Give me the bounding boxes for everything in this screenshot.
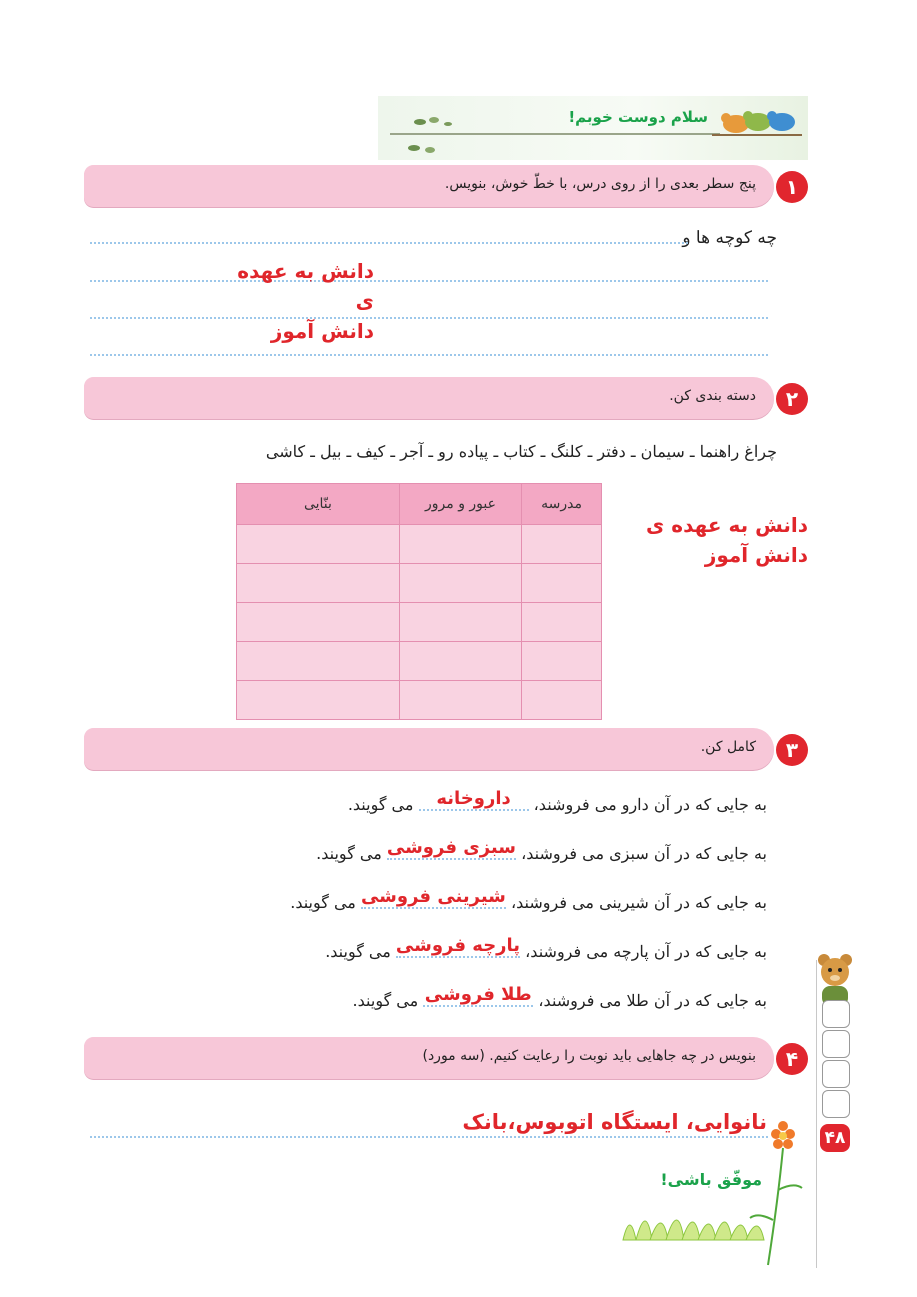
table-cell[interactable]: [522, 681, 602, 720]
word-list: چراغ راهنما ـ سیمان ـ دفتر ـ کلنگ ـ کتاب ـ پیاده رو ـ آجر ـ کیف ـ بیل ـ کاشی: [265, 442, 777, 461]
table-row: [237, 681, 602, 720]
header-school: مدرسه: [522, 484, 602, 525]
table-row: [237, 642, 602, 681]
progress-box-4[interactable]: [822, 1090, 850, 1118]
fill-row: [247, 984, 767, 1033]
leaves-decoration-icon: [400, 112, 490, 158]
section-4-number: ۴: [776, 1043, 808, 1075]
watermark-2: [640, 510, 808, 570]
table-header-row: [237, 484, 602, 525]
section-4-header: [84, 1037, 774, 1079]
section-2-header: [84, 377, 774, 419]
birds-icon: [708, 100, 804, 144]
classification-table: [236, 483, 602, 720]
watermark-1-line2: دانش آموز: [270, 319, 374, 343]
table-cell[interactable]: [237, 564, 400, 603]
fill-row-prefix: به جایی که در آن شیرینی می فروشند،: [510, 893, 767, 912]
page-number: ۴۸: [820, 1124, 850, 1152]
fill-row-suffix: می گویند.: [352, 991, 419, 1010]
section-3-number: ۳: [776, 734, 808, 766]
fill-row: [247, 886, 767, 935]
fill-row: [247, 935, 767, 984]
fill-row-prefix: به جایی که در آن طلا می فروشند،: [538, 991, 767, 1010]
fill-row-prefix: به جایی که در آن دارو می فروشند،: [533, 795, 767, 814]
table-cell[interactable]: [522, 564, 602, 603]
fill-row: [247, 837, 767, 886]
writing-line-4[interactable]: [90, 354, 768, 356]
table-cell[interactable]: [399, 642, 521, 681]
progress-box-1[interactable]: [822, 1000, 850, 1028]
section-2-number: ۲: [776, 383, 808, 415]
section-1-instruction: پنج سطر بعدی را از روی درس، با خطّ خوش، بنویس.: [444, 176, 756, 192]
table-cell[interactable]: [522, 525, 602, 564]
table-row: [237, 525, 602, 564]
header-traffic: عبور و مرور: [399, 484, 521, 525]
fill-row-answer[interactable]: شیرینی فروشی: [360, 886, 506, 907]
table-row: [237, 603, 602, 642]
watermark-1-line1: دانش به عهده ی: [237, 259, 374, 313]
section-3-header: [84, 728, 774, 770]
section-4-instruction: بنویس در چه جاهایی باید نوبت را رعایت کنیم. (سه مورد): [422, 1048, 756, 1064]
progress-box-3[interactable]: [822, 1060, 850, 1088]
table-row: [237, 564, 602, 603]
handwritten-line-start: چه کوچه ها و: [682, 228, 777, 248]
watermark-1: [214, 256, 374, 346]
watermark-2-line1: دانش به عهده ی: [646, 513, 808, 537]
table-cell[interactable]: [522, 642, 602, 681]
writing-line-1[interactable]: [90, 242, 688, 244]
table-cell[interactable]: [399, 525, 521, 564]
header-construction: بنّایی: [237, 484, 400, 525]
fill-row-suffix: می گویند.: [316, 844, 382, 863]
table-cell[interactable]: [237, 642, 400, 681]
greeting-title: سلام دوست خوبم!: [568, 108, 708, 126]
table-cell[interactable]: [399, 603, 521, 642]
writing-line-2[interactable]: [90, 280, 768, 282]
table-cell[interactable]: [237, 681, 400, 720]
fill-row-suffix: می گویند.: [290, 893, 356, 912]
fill-row-answer[interactable]: سبزی فروشی: [386, 837, 516, 858]
section-3-instruction: کامل کن.: [700, 739, 756, 755]
side-divider: [816, 960, 817, 1268]
watermark-2-line2: دانش آموز: [704, 543, 808, 567]
fill-row-suffix: می گویند.: [347, 795, 414, 814]
fill-row-answer[interactable]: داروخانه: [419, 788, 529, 811]
table-cell[interactable]: [522, 603, 602, 642]
progress-box-2[interactable]: [822, 1030, 850, 1058]
section-1-number: ۱: [776, 171, 808, 203]
writing-line-3[interactable]: [90, 317, 768, 319]
grass-flower-icon: [618, 1120, 808, 1270]
table-cell[interactable]: [237, 603, 400, 642]
section-1-header: [84, 165, 774, 207]
fill-in-list: [247, 788, 767, 1033]
fill-row-prefix: به جایی که در آن سبزی می فروشند،: [521, 844, 767, 863]
fill-row-answer[interactable]: پارچه فروشی: [395, 935, 521, 956]
section-4-answer: نانوایی، ایستگاه اتوبوس،بانک: [462, 1110, 767, 1134]
table-cell[interactable]: [237, 525, 400, 564]
fill-row-prefix: به جایی که در آن پارچه می فروشند،: [525, 942, 767, 961]
fill-row-suffix: می گویند.: [325, 942, 391, 961]
table-cell[interactable]: [399, 681, 521, 720]
table-cell[interactable]: [399, 564, 521, 603]
section-2-instruction: دسته بندی کن.: [669, 388, 756, 404]
fill-row-answer[interactable]: طلا فروشی: [424, 984, 532, 1005]
fill-row: [247, 788, 767, 837]
good-luck-text: موفّق باشی!: [660, 1170, 762, 1189]
